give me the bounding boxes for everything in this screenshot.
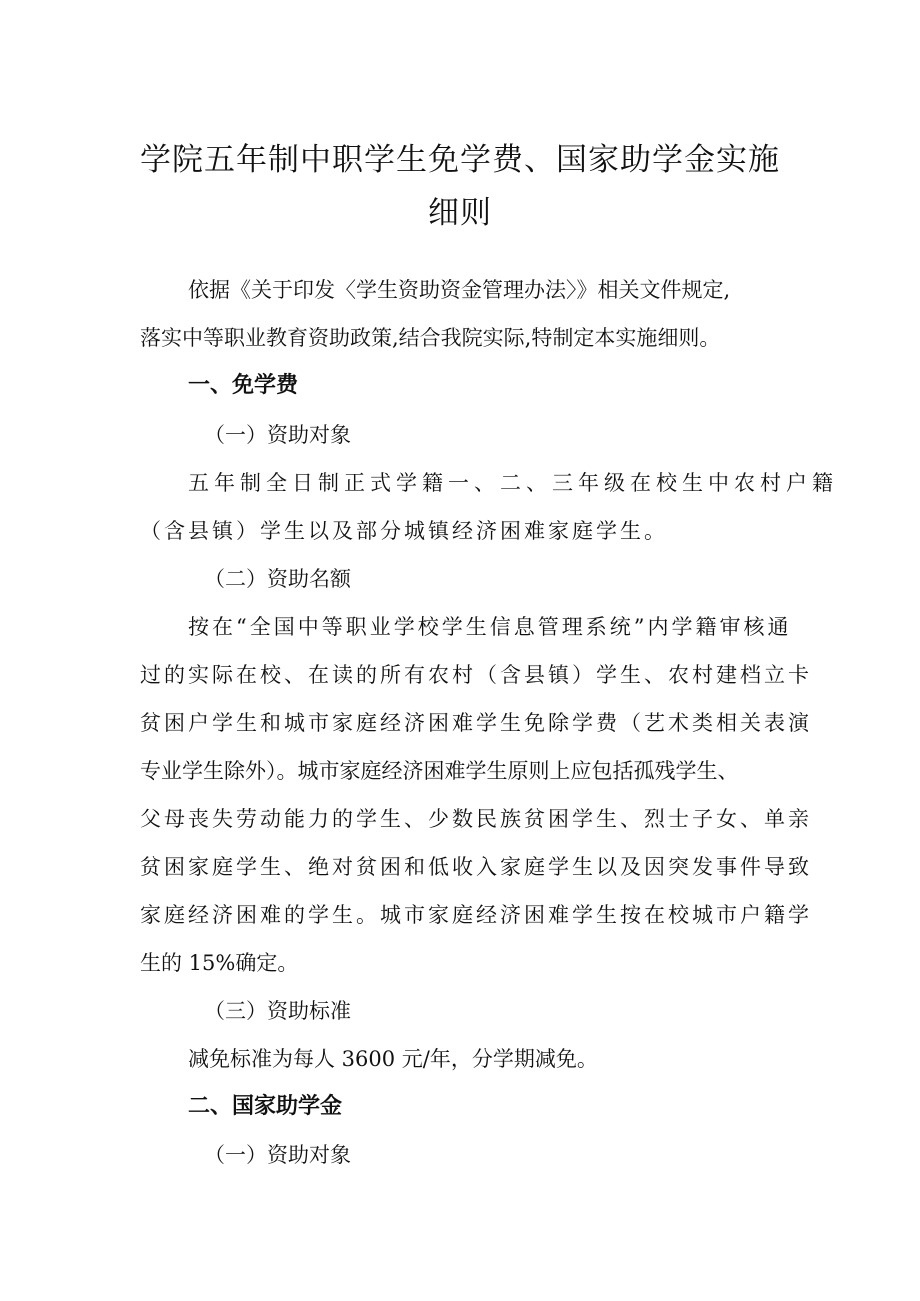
section-1-sub-1-line-2: （含县镇）学生以及部分城镇经济困难家庭学生。 <box>140 519 668 543</box>
intro-line-2: 落实中等职业教育资助政策,结合我院实际,特制定本实施细则。 <box>140 326 721 350</box>
document-title-line-2: 细则 <box>428 195 492 231</box>
section-1-sub-2-label: （二）资助名额 <box>204 567 351 591</box>
section-1-sub-2-line-3: 贫困户学生和城市家庭经济困难学生免除学费（艺术类相关表演 <box>140 711 812 735</box>
section-1-sub-1-line-1: 五年制全日制正式学籍一、二、三年级在校生中农村户籍 <box>188 471 838 495</box>
section-1-sub-2-line-6: 贫困家庭学生、绝对贫困和低收入家庭学生以及因突发事件导致 <box>140 855 812 879</box>
intro-line-1: 依据《关于印发〈学生资助资金管理办法〉》相关文件规定, <box>188 278 731 302</box>
section-1-sub-1-label: （一）资助对象 <box>204 423 351 447</box>
section-1-sub-2-line-7: 家庭经济困难的学生。城市家庭经济困难学生按在校城市户籍学 <box>140 903 812 927</box>
document-title-line-1: 学院五年制中职学生免学费、国家助学金实施 <box>140 142 780 178</box>
section-1-sub-2-line-2: 过的实际在校、在读的所有农村（含县镇）学生、农村建档立卡 <box>140 663 812 687</box>
section-1-sub-3-label: （三）资助标准 <box>204 999 351 1023</box>
section-2-heading: 二、国家助学金 <box>188 1094 343 1119</box>
section-1-sub-2-line-5: 父母丧失劳动能力的学生、少数民族贫困学生、烈士子女、单亲 <box>140 807 812 831</box>
section-1-sub-2-line-8: 生的 15%确定。 <box>140 951 299 975</box>
section-1-sub-2-line-1: 按在“全国中等职业学校学生信息管理系统”内学籍审核通 <box>188 615 792 639</box>
section-1-sub-3-line-1: 减免标准为每人 3600 元/年，分学期减免。 <box>188 1047 598 1071</box>
section-1-sub-2-line-4: 专业学生除外）。城市家庭经济困难学生原则上应包括孤残学生、 <box>140 759 739 783</box>
section-1-heading: 一、免学费 <box>188 373 299 398</box>
section-2-sub-1-label: （一）资助对象 <box>204 1143 351 1167</box>
